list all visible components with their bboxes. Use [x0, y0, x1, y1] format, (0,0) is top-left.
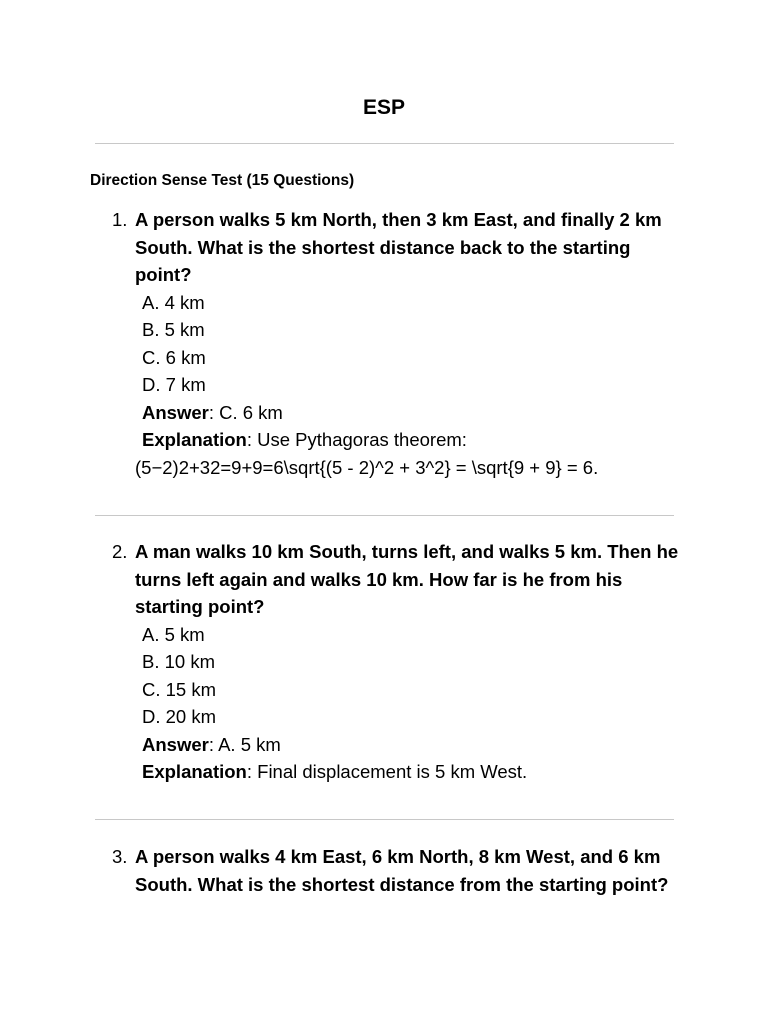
answer-value: : A. 5 km	[208, 733, 281, 755]
divider	[95, 819, 674, 820]
question-text: A person walks 4 km East, 6 km North, 8 km West, and 6 km South. What is the shortest distance from the starting point?	[135, 846, 669, 895]
page-title: ESP	[362, 96, 406, 119]
divider	[95, 515, 674, 516]
divider	[95, 143, 674, 144]
option-b: B. 5 km	[142, 319, 205, 340]
question-number: 3.	[112, 846, 128, 867]
answer-line	[135, 399, 682, 427]
answer-line	[135, 731, 682, 759]
option-d: D. 7 km	[142, 374, 206, 395]
question-3	[112, 843, 682, 898]
explanation-label: Explanation	[142, 761, 247, 782]
answer-label: Answer	[142, 401, 209, 423]
explanation-value: : Final displacement is 5 km West.	[246, 761, 528, 782]
explanation-formula: (5−2)2+32=9+9=6\sqrt{(5 - 2)^2 + 3^2} = \sqrt{9 + 9} = 6.	[135, 456, 599, 478]
option-a: A. 5 km	[142, 623, 205, 645]
explanation-label: Explanation	[142, 429, 247, 450]
option-b: B. 10 km	[142, 651, 215, 672]
question-2	[112, 538, 682, 786]
answer-label: Answer	[142, 733, 209, 755]
option-d: D. 20 km	[142, 706, 217, 727]
explanation-line	[135, 426, 682, 454]
question-text: A man walks 10 km South, turns left, and walks 5 km. Then he turns left again and walks 10 km. How far is he from his starting point?	[135, 541, 679, 617]
explanation-line	[135, 758, 682, 786]
answer-value: : C. 6 km	[208, 401, 283, 423]
option-c: C. 15 km	[142, 678, 217, 700]
question-text: A person walks 5 km North, then 3 km East, and finally 2 km South. What is the shortest distance back to the starting point?	[135, 209, 662, 285]
question-number: 2.	[112, 541, 128, 562]
question-number: 1.	[112, 209, 128, 230]
explanation-value: : Use Pythagoras theorem:	[246, 429, 467, 450]
question-1	[112, 206, 682, 481]
test-heading: Direction Sense Test (15 Questions)	[90, 172, 355, 189]
option-c: C. 6 km	[142, 346, 206, 368]
option-a: A. 4 km	[142, 291, 205, 313]
